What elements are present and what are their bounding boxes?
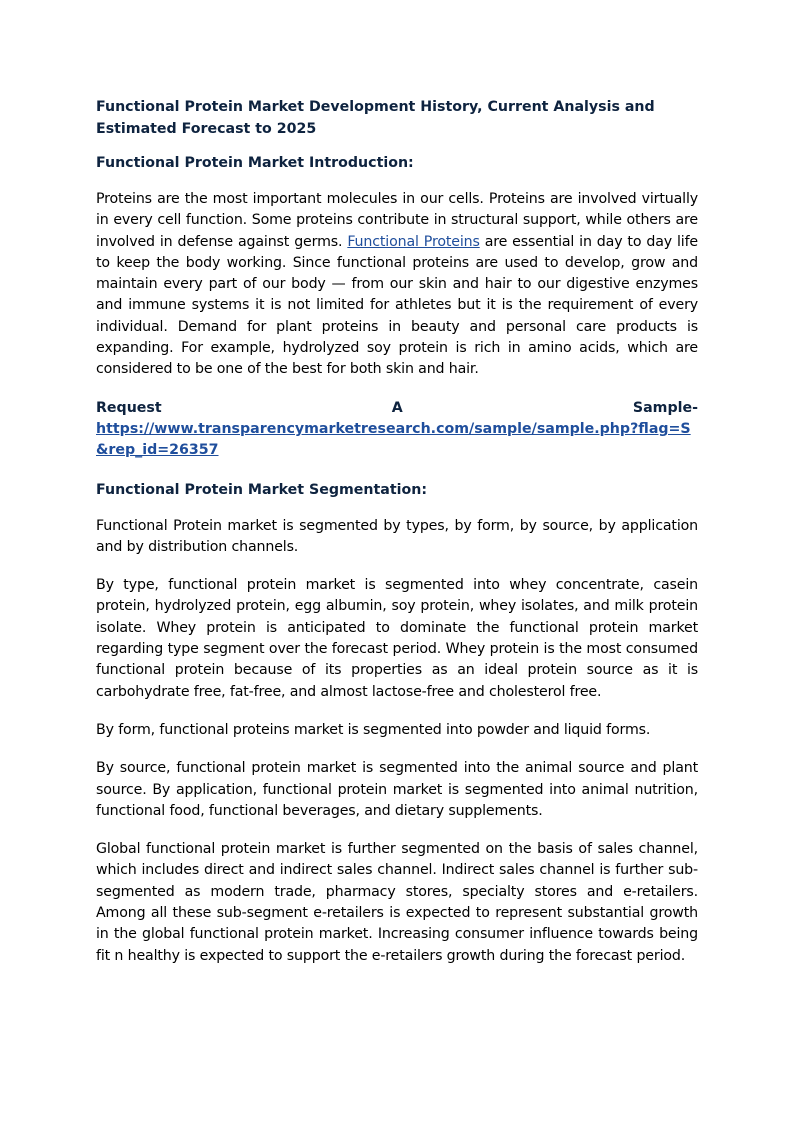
document-title: Functional Protein Market Development History, Current Analysis and Estimated Forecast to 2025 — [96, 99, 655, 137]
intro-text-after-link: are essential in day to day life to keep the body working. Since functional proteins are used to develop, grow and maintain every part of our body — from our skin and hair to our digestive enzymes and immune systems it is not limited for athletes but it is the requirement of every individual. Demand for plant proteins in beauty and personal care products is expanding. For example, hydrolyzed soy protein is rich in amino acids, which are considered to be one of the best for both skin and hair. — [96, 233, 698, 378]
request-sample-block — [96, 398, 698, 462]
intro-text-before-link: Proteins are the most important molecules in our cells. Proteins are involved virtually in every cell function. Some proteins contribute in structural support, while others are involved in defense against germs. — [96, 191, 698, 250]
segmentation-paragraph: Functional Protein market is segmented by types, by form, by source, by application and by distribution channels. — [96, 517, 698, 555]
request-word: Request — [96, 399, 162, 416]
request-sample-line — [96, 398, 698, 419]
sales-channel-paragraph: Global functional protein market is further segmented on the basis of sales channel, which includes direct and indirect sales channel. Indirect sales channel is further sub-segmented as modern trade, pharmacy stores, specialty stores and e-retailers. Among all these sub-segment e-retailers is expected to represent substantial growth in the global functional protein market. Increasing consumer influence towards being fit n healthy is expected to support the e-retailers growth during the forecast period. — [96, 841, 698, 964]
sample-word: Sample- — [632, 399, 698, 416]
type-paragraph: By type, functional protein market is segmented into whey concentrate, casein protein, hydrolyzed protein, egg albumin, soy protein, whey isolates, and milk protein isolate. Whey protein is anticipated to dominate the functional protein market regarding type segment over the forecast period. Whey protein is the most consumed functional protein because of its properties as an ideal protein source as it is carbohydrate free, fat-free, and almost lactose-free and cholesterol free. — [96, 577, 698, 700]
intro-heading: Functional Protein Market Introduction: — [96, 155, 414, 171]
sample-request-link[interactable]: https://www.transparencymarketresearch.com/sample/sample.php?flag=S&rep_id=26357 — [96, 420, 691, 459]
intro-paragraph — [96, 189, 698, 381]
source-paragraph: By source, functional protein market is segmented into the animal source and plant source. By application, functional protein market is segmented into animal nutrition, functional food, functional beverages, and dietary supplements. — [96, 760, 698, 819]
form-paragraph: By form, functional proteins market is segmented into powder and liquid forms. — [96, 721, 651, 738]
segmentation-heading: Functional Protein Market Segmentation: — [96, 481, 428, 498]
functional-proteins-link[interactable]: Functional Proteins — [347, 233, 480, 250]
document-page — [96, 96, 698, 984]
a-word: A — [391, 399, 403, 416]
